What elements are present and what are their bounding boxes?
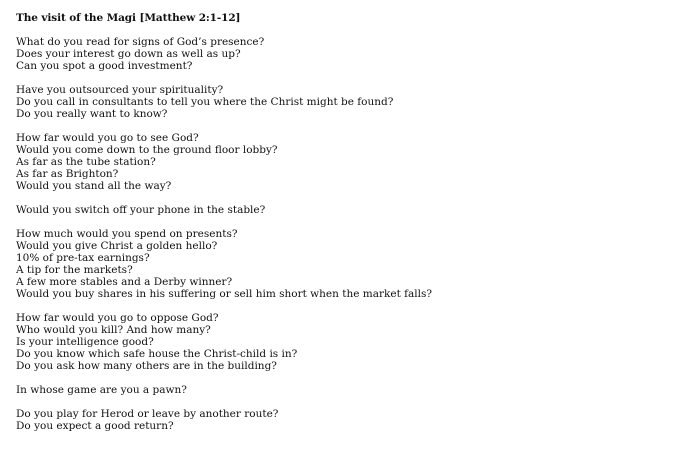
- poem-line: Have you outsourced your spirituality?: [16, 84, 224, 96]
- poem-line: Who would you kill? And how many?: [16, 324, 211, 336]
- stanza: [16, 408, 666, 432]
- poem-line: Would you buy shares in his suffering or sell him short when the market falls?: [16, 288, 433, 300]
- poem-line: Do you really want to know?: [16, 108, 168, 120]
- poem-line: A few more stables and a Derby winner?: [16, 276, 233, 288]
- stanza: [16, 204, 666, 216]
- stanza: [16, 228, 666, 300]
- poem-line: Would you stand all the way?: [16, 180, 172, 192]
- poem-line: Do you know which safe house the Christ-child is in?: [16, 348, 298, 360]
- poem-line: Is your intelligence good?: [16, 336, 154, 348]
- poem-line: A tip for the markets?: [16, 264, 133, 276]
- stanza: [16, 132, 666, 192]
- stanza: [16, 84, 666, 120]
- poem-line: Do you call in consultants to tell you where the Christ might be found?: [16, 96, 394, 108]
- poem-line: In whose game are you a pawn?: [16, 384, 187, 396]
- poem-line: Do you ask how many others are in the building?: [16, 360, 277, 372]
- poem-line: How far would you go to see God?: [16, 132, 199, 144]
- stanza: [16, 312, 666, 372]
- poem-line: Would you come down to the ground floor lobby?: [16, 144, 278, 156]
- poem-line: Do you play for Herod or leave by another route?: [16, 408, 279, 420]
- poem-line: Can you spot a good investment?: [16, 60, 193, 72]
- poem-line: As far as Brighton?: [16, 168, 119, 180]
- poem-line: How far would you go to oppose God?: [16, 312, 219, 324]
- poem-line: Does your interest go down as well as up?: [16, 48, 241, 60]
- poem-title: The visit of the Magi [Matthew 2:1-12]: [16, 12, 241, 24]
- poem-line: 10% of pre-tax earnings?: [16, 252, 150, 264]
- poem-line: How much would you spend on presents?: [16, 228, 238, 240]
- poem-line: Do you expect a good return?: [16, 420, 174, 432]
- poem-line: Would you give Christ a golden hello?: [16, 240, 218, 252]
- poem-line: As far as the tube station?: [16, 156, 156, 168]
- poem-line: What do you read for signs of God’s presence?: [16, 36, 265, 48]
- stanza: [16, 36, 666, 72]
- stanza: [16, 384, 666, 396]
- poem-line: Would you switch off your phone in the stable?: [16, 204, 266, 216]
- document: [16, 12, 666, 444]
